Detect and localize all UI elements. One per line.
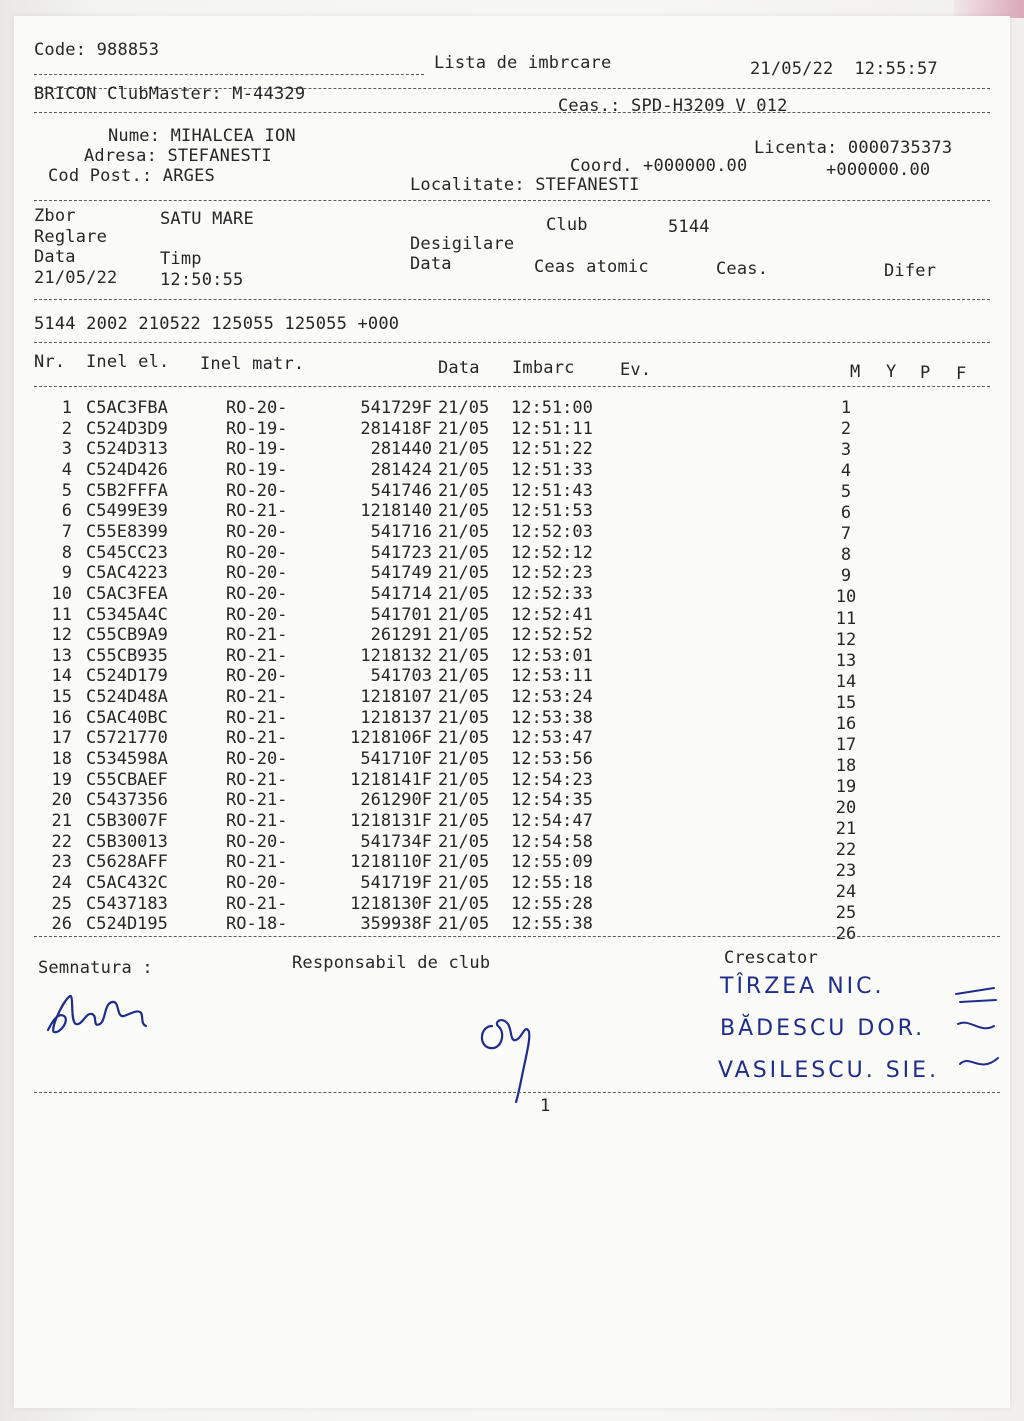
clock-label: Ceas.: SPD-H3209 V 012 — [558, 96, 788, 116]
table-row — [14, 542, 1010, 566]
table-row — [14, 419, 1010, 439]
breeder-name-1: TÎRZEA NIC. — [720, 974, 885, 999]
ring-number: 281440 — [370, 439, 432, 460]
table-row — [14, 811, 1010, 839]
electronic-ring: C5AC432C — [86, 872, 168, 893]
position: 1 — [840, 398, 852, 418]
electronic-ring: C5721770 — [86, 728, 168, 749]
ring-number: 1218131F — [350, 811, 432, 831]
table-row — [14, 749, 1010, 776]
electronic-ring: C534598A — [86, 749, 168, 770]
divider — [34, 112, 990, 113]
ring-series: RO-20- — [226, 521, 288, 542]
position: 6 — [840, 503, 852, 524]
position: 5 — [840, 482, 852, 503]
table-row — [14, 914, 1010, 945]
position: 9 — [840, 566, 852, 587]
col-event: Ev. — [620, 360, 652, 380]
basketing-date: 21/05 — [438, 811, 490, 831]
table-row — [14, 893, 1010, 924]
position: 14 — [835, 671, 857, 692]
club-label: Club — [546, 215, 588, 235]
electronic-ring: C5628AFF — [86, 852, 168, 873]
position: 3 — [840, 440, 852, 461]
basketing-time: 12:52:23 — [511, 563, 593, 584]
electronic-ring: C55E8399 — [86, 521, 168, 542]
print-datetime: 21/05/22 12:55:57 — [750, 59, 938, 79]
table-row — [14, 439, 1010, 459]
ring-number: 541716 — [370, 521, 432, 542]
basketing-date: 21/05 — [438, 893, 490, 914]
basketing-time: 12:51:11 — [511, 418, 593, 439]
table-row — [14, 728, 1010, 755]
document-title: Lista de imbrcare — [434, 53, 612, 73]
electronic-ring: C5AC3FBA — [86, 398, 168, 418]
table-row — [14, 481, 1010, 501]
setting-time: 12:50:55 — [160, 270, 244, 290]
club-official-label: Responsabil de club — [292, 953, 491, 973]
row-number: 19 — [51, 769, 72, 790]
ring-number: 541723 — [370, 542, 432, 563]
basketing-date: 21/05 — [438, 604, 490, 625]
electronic-ring: C524D179 — [86, 666, 168, 687]
basketing-date: 21/05 — [438, 480, 490, 501]
table-row — [14, 645, 1010, 671]
row-number: 3 — [61, 439, 72, 460]
ring-series: RO-20- — [226, 666, 288, 687]
ring-series: RO-20- — [226, 749, 288, 770]
basketing-time: 12:55:38 — [511, 914, 593, 935]
ring-number: 1218110F — [350, 852, 432, 873]
basketing-time: 12:54:23 — [511, 769, 593, 790]
row-number: 2 — [61, 418, 72, 439]
setting-label: Reglare — [34, 227, 108, 247]
col-f: F — [956, 364, 967, 384]
club-official-signature — [472, 996, 562, 1106]
position: 20 — [835, 797, 857, 818]
owner-address: Adresa: STEFANESTI — [84, 146, 272, 166]
table-row — [14, 872, 1010, 903]
basketing-date: 21/05 — [438, 728, 490, 749]
basketing-date: 21/05 — [438, 707, 490, 728]
locality: Localitate: STEFANESTI — [410, 175, 640, 195]
col-ring-number: Inel matr. — [200, 354, 305, 374]
row-number: 20 — [51, 790, 72, 811]
basketing-date: 21/05 — [438, 914, 490, 935]
basketing-time: 12:55:18 — [511, 872, 593, 893]
ring-series: RO-21- — [226, 625, 288, 646]
position: 22 — [835, 840, 857, 861]
row-number: 23 — [51, 852, 72, 873]
electronic-ring: C524D3D9 — [86, 418, 168, 439]
row-number: 26 — [51, 914, 72, 935]
breeder-name-3: VASILESCU. SIE. — [718, 1058, 940, 1083]
divider — [34, 936, 1000, 937]
electronic-ring: C55CBAEF — [86, 769, 168, 790]
ring-series: RO-21- — [226, 728, 288, 749]
basketing-date: 21/05 — [438, 583, 490, 604]
ring-number: 541729F — [360, 398, 432, 418]
basketing-date: 21/05 — [438, 398, 490, 418]
basketing-date: 21/05 — [438, 790, 490, 811]
divider — [34, 386, 990, 387]
basketing-date: 21/05 — [438, 625, 490, 646]
license-number: Licenta: 0000735373 — [754, 138, 953, 158]
basketing-date: 21/05 — [438, 872, 490, 893]
difference-label: Difer — [884, 261, 937, 281]
table-row — [14, 707, 1010, 734]
electronic-ring: C5499E39 — [86, 501, 168, 522]
flight-label: Zbor — [34, 206, 76, 226]
position: 8 — [840, 545, 852, 566]
row-number: 25 — [51, 893, 72, 914]
owner-name: Nume: MIHALCEA ION — [108, 126, 296, 146]
electronic-ring: C524D48A — [86, 687, 168, 708]
ring-number: 1218106F — [350, 728, 432, 749]
electronic-ring: C5437183 — [86, 893, 168, 914]
row-number: 13 — [51, 645, 72, 666]
ring-number: 541719F — [360, 872, 432, 893]
position: 13 — [835, 650, 857, 671]
basketing-time: 12:52:41 — [511, 604, 593, 625]
ring-number: 1218137 — [360, 707, 432, 728]
page-number: 1 — [540, 1096, 551, 1116]
table-row — [14, 604, 1010, 629]
electronic-ring: C5B2FFFA — [86, 480, 168, 501]
electronic-ring: C524D195 — [86, 914, 168, 935]
ring-number: 281418F — [360, 418, 432, 439]
unsealing-label: Desigilare — [410, 234, 515, 254]
basketing-time: 12:53:38 — [511, 707, 593, 728]
position: 12 — [835, 629, 857, 650]
summary-line: 5144 2002 210522 125055 125055 +000 — [34, 314, 400, 334]
table-row — [14, 521, 1010, 545]
basketing-date: 21/05 — [438, 459, 490, 480]
basketing-date: 21/05 — [438, 687, 490, 708]
ring-number: 1218130F — [350, 893, 432, 914]
coordinates-second: +000000.00 — [826, 160, 931, 180]
ring-series: RO-19- — [226, 459, 288, 480]
row-number: 18 — [51, 749, 72, 770]
basketing-time: 12:53:01 — [511, 645, 593, 666]
breeder-name-2: BĂDESCU DOR. — [720, 1016, 926, 1041]
row-number: 7 — [61, 521, 72, 542]
printed-sheet — [14, 16, 1010, 1408]
electronic-ring: C545CC23 — [86, 542, 168, 563]
electronic-ring: C5AC4223 — [86, 563, 168, 584]
position: 17 — [835, 734, 857, 755]
basketing-time: 12:52:33 — [511, 583, 593, 604]
row-number: 5 — [61, 480, 72, 501]
date-label: Data — [34, 247, 76, 267]
time-label: Timp — [160, 249, 202, 269]
basketing-date: 21/05 — [438, 563, 490, 584]
ring-number: 261290F — [360, 790, 432, 811]
electronic-ring: C5437356 — [86, 790, 168, 811]
row-number: 14 — [51, 666, 72, 687]
basketing-time: 12:54:47 — [511, 811, 593, 831]
row-number: 24 — [51, 872, 72, 893]
table-row — [14, 398, 1010, 418]
owner-postcode: Cod Post.: ARGES — [48, 166, 215, 186]
owner-signature — [40, 982, 160, 1042]
electronic-ring: C5B30013 — [86, 831, 168, 852]
position: 18 — [835, 755, 857, 776]
position: 11 — [835, 608, 857, 629]
basketing-time: 12:53:47 — [511, 728, 593, 749]
basketing-time: 12:51:22 — [511, 439, 593, 460]
table-row — [14, 790, 1010, 818]
setting-date: 21/05/22 — [34, 268, 118, 288]
electronic-ring: C5AC40BC — [86, 707, 168, 728]
position: 25 — [835, 903, 857, 924]
ring-series: RO-21- — [226, 893, 288, 914]
coordinates: Coord. +000000.00 — [570, 156, 748, 176]
basketing-date: 21/05 — [438, 831, 490, 852]
breeder-label: Crescator — [724, 948, 818, 968]
basketing-date: 21/05 — [438, 769, 490, 790]
row-number: 16 — [51, 707, 72, 728]
basketing-date: 21/05 — [438, 645, 490, 666]
table-row — [14, 769, 1010, 797]
electronic-ring: C55CB9A9 — [86, 625, 168, 646]
ring-series: RO-20- — [226, 480, 288, 501]
ring-series: RO-21- — [226, 707, 288, 728]
ring-number: 541734F — [360, 831, 432, 852]
atomic-clock-label: Ceas atomic — [534, 257, 649, 277]
ring-series: RO-20- — [226, 398, 288, 418]
position: 10 — [835, 587, 857, 608]
row-number: 12 — [51, 625, 72, 646]
row-number: 17 — [51, 728, 72, 749]
unseal-date-label: Data — [410, 254, 452, 274]
col-m: M — [850, 362, 861, 382]
basketing-time: 12:53:24 — [511, 687, 593, 708]
breeder-initials — [950, 974, 1006, 1084]
basketing-date: 21/05 — [438, 542, 490, 563]
row-number: 11 — [51, 604, 72, 625]
ring-series: RO-20- — [226, 563, 288, 584]
table-row — [14, 666, 1010, 692]
col-nr: Nr. — [34, 352, 66, 372]
ring-series: RO-20- — [226, 831, 288, 852]
ring-series: RO-20- — [226, 872, 288, 893]
basketing-time: 12:53:11 — [511, 666, 593, 687]
ring-series: RO-18- — [226, 914, 288, 935]
table-row — [14, 563, 1010, 587]
ring-number: 541714 — [370, 583, 432, 604]
ring-number: 1218141F — [350, 769, 432, 790]
ring-number: 261291 — [370, 625, 432, 646]
basketing-time: 12:51:33 — [511, 459, 593, 480]
ring-series: RO-21- — [226, 645, 288, 666]
ring-number: 281424 — [370, 459, 432, 480]
col-y: Y — [886, 362, 897, 382]
row-number: 4 — [61, 459, 72, 480]
ring-series: RO-20- — [226, 583, 288, 604]
basketing-time: 12:52:03 — [511, 521, 593, 542]
electronic-ring: C524D313 — [86, 439, 168, 460]
basketing-date: 21/05 — [438, 749, 490, 770]
col-electronic-ring: Inel el. — [86, 352, 170, 372]
position: 21 — [835, 819, 857, 839]
ring-number: 541710F — [360, 749, 432, 770]
basketing-date: 21/05 — [438, 439, 490, 460]
table-row — [14, 583, 1010, 608]
ring-series: RO-19- — [226, 439, 288, 460]
basketing-time: 12:54:35 — [511, 790, 593, 811]
ring-number: 541749 — [370, 563, 432, 584]
table-row — [14, 852, 1010, 882]
basketing-date: 21/05 — [438, 418, 490, 439]
ring-series: RO-21- — [226, 790, 288, 811]
basketing-time: 12:55:09 — [511, 852, 593, 873]
clock-column-label: Ceas. — [716, 259, 769, 279]
ring-number: 1218132 — [360, 645, 432, 666]
code-label: Code: 988853 — [34, 40, 160, 60]
basketing-time: 12:54:58 — [511, 831, 593, 852]
col-p: P — [920, 363, 931, 383]
ring-series: RO-19- — [226, 418, 288, 439]
basketing-date: 21/05 — [438, 852, 490, 873]
position: 19 — [835, 776, 857, 797]
basketing-time: 12:51:00 — [511, 398, 593, 418]
basketing-time: 12:53:56 — [511, 749, 593, 770]
clubmaster-label: BRICON ClubMaster: M-44329 — [34, 84, 306, 104]
electronic-ring: C5AC3FEA — [86, 583, 168, 604]
divider — [34, 74, 424, 75]
divider — [34, 200, 990, 201]
basketing-date: 21/05 — [438, 501, 490, 522]
basketing-time: 12:51:53 — [511, 501, 593, 522]
position: 16 — [835, 713, 857, 734]
ring-series: RO-21- — [226, 769, 288, 790]
ring-number: 359938F — [360, 914, 432, 935]
position: 15 — [835, 692, 857, 713]
position: 4 — [840, 461, 852, 482]
ring-series: RO-20- — [226, 604, 288, 625]
basketing-date: 21/05 — [438, 521, 490, 542]
ring-number: 541746 — [370, 480, 432, 501]
row-number: 6 — [61, 501, 72, 522]
row-number: 15 — [51, 687, 72, 708]
row-number: 22 — [51, 831, 72, 852]
ring-series: RO-21- — [226, 687, 288, 708]
basketing-time: 12:52:12 — [511, 542, 593, 563]
table-row — [14, 501, 1010, 524]
electronic-ring: C524D426 — [86, 459, 168, 480]
electronic-ring: C5345A4C — [86, 604, 168, 625]
divider — [34, 1092, 1000, 1093]
ring-number: 1218107 — [360, 687, 432, 708]
position: 23 — [835, 861, 857, 882]
position: 24 — [835, 882, 857, 903]
basketing-time: 12:55:28 — [511, 893, 593, 914]
row-number: 1 — [61, 398, 72, 418]
ring-series: RO-20- — [226, 542, 288, 563]
ring-series: RO-21- — [226, 501, 288, 522]
ring-series: RO-21- — [226, 852, 288, 873]
table-row — [14, 625, 1010, 650]
row-number: 8 — [61, 542, 72, 563]
divider — [34, 299, 990, 300]
electronic-ring: C5B3007F — [86, 811, 168, 831]
position: 26 — [835, 924, 857, 945]
ring-number: 541703 — [370, 666, 432, 687]
divider — [34, 342, 990, 343]
club-number: 5144 — [668, 217, 710, 237]
table-row — [14, 831, 1010, 861]
electronic-ring: C55CB935 — [86, 645, 168, 666]
ring-number: 1218140 — [360, 501, 432, 522]
row-number: 10 — [51, 583, 72, 604]
table-row — [14, 460, 1010, 480]
ring-number: 541701 — [370, 604, 432, 625]
basketing-time: 12:52:52 — [511, 625, 593, 646]
flight-location: SATU MARE — [160, 209, 254, 229]
row-number: 21 — [51, 811, 72, 831]
basketing-date: 21/05 — [438, 666, 490, 687]
position: 2 — [840, 419, 852, 440]
col-basketing: Imbarc — [512, 358, 575, 378]
signature-label: Semnatura : — [38, 958, 153, 978]
row-number: 9 — [61, 563, 72, 584]
table-row — [14, 687, 1010, 713]
ring-series: RO-21- — [226, 811, 288, 831]
basketing-time: 12:51:43 — [511, 480, 593, 501]
col-date: Data — [438, 358, 480, 378]
position: 7 — [840, 524, 852, 545]
